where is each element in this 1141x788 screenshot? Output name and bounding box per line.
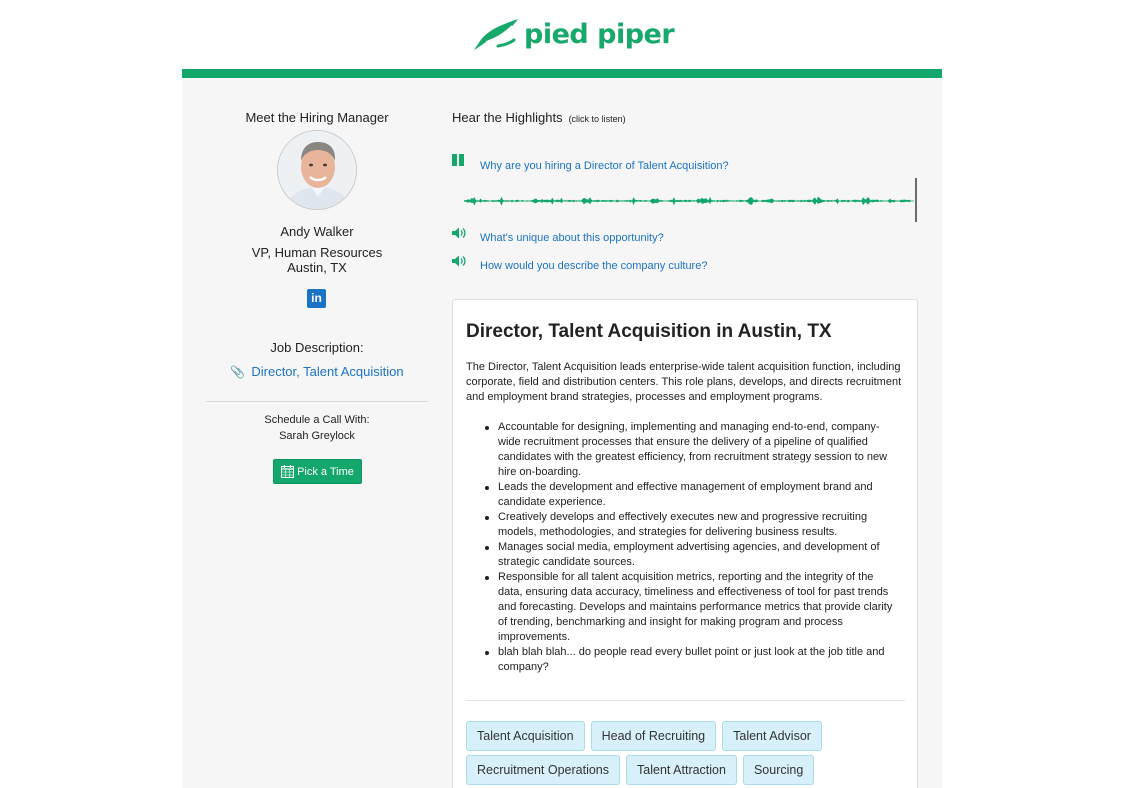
- hiring-manager-name: Andy Walker: [280, 224, 354, 239]
- pied-piper-logo[interactable]: [472, 14, 674, 54]
- highlight-question-2[interactable]: [452, 230, 664, 245]
- job-card: [452, 299, 918, 788]
- hiring-manager-location: Austin, TX: [287, 260, 347, 275]
- skill-tag[interactable]: Head of Recruiting: [591, 721, 717, 751]
- highlight-question-3[interactable]: [452, 258, 707, 273]
- job-intro: The Director, Talent Acquisition leads enterprise-wide talent acquisition function, including corporate, field and distribution centers. This role plans, develops, and directs recruitment and employment brand strategies, processes and employment programs.: [466, 361, 902, 403]
- hiring-manager-avatar: [277, 130, 357, 210]
- schedule-heading: Schedule a Call With:: [264, 414, 370, 426]
- logo-text: pied piper: [524, 18, 675, 50]
- job-description-heading: Job Description:: [270, 340, 364, 355]
- audio-waveform[interactable]: [464, 178, 918, 224]
- list-item: Responsible for all talent acquisition metrics, reporting and the integrity of the data, ensuring data accuracy, timeliness and effectiveness of tool for past trends and forecasting. Develops and maintains performance metrics that provide clarity of trending, benchmarking and insight for making program and process improvements.: [484, 570, 900, 645]
- main-content: [182, 78, 942, 788]
- header-accent-bar: [182, 69, 942, 78]
- skill-tag[interactable]: Sourcing: [743, 755, 814, 785]
- job-title: Director, Talent Acquisition in Austin, TX: [466, 321, 832, 342]
- card-divider: [466, 700, 905, 701]
- skill-tag[interactable]: Talent Advisor: [722, 721, 822, 751]
- pick-a-time-label: Pick a Time: [297, 465, 354, 478]
- list-item: Leads the development and effective management of employment brand and candidate experience.: [484, 480, 900, 510]
- hiring-manager-title: VP, Human Resources: [251, 245, 383, 260]
- highlight-question-1[interactable]: [452, 158, 729, 174]
- list-item: Creatively develops and effectively executes new and progressive recruiting models, methodologies, and strategies for delivering business results.: [484, 510, 900, 540]
- highlights-hint: (click to listen): [568, 114, 626, 124]
- highlights-heading-text: Hear the Highlights: [452, 110, 563, 125]
- paperclip-icon: 📎: [230, 365, 246, 379]
- list-item: Manages social media, employment advertising agencies, and development of strategic candidate sources.: [484, 540, 900, 570]
- list-item: blah blah blah... do people read every bullet point or just look at the job title and company?: [484, 645, 900, 675]
- linkedin-icon[interactable]: in: [307, 289, 326, 308]
- job-responsibilities: [484, 420, 900, 675]
- skill-tag[interactable]: Recruitment Operations: [466, 755, 620, 785]
- speaker-icon[interactable]: [452, 227, 466, 239]
- highlight-question-3-label: How would you describe the company culture?: [480, 259, 708, 272]
- highlight-question-2-label: What's unique about this opportunity?: [480, 231, 664, 244]
- job-description-link[interactable]: [206, 364, 428, 379]
- job-description-link-label: Director, Talent Acquisition: [251, 364, 404, 379]
- highlights-heading: [452, 110, 626, 125]
- hiring-manager-heading: Meet the Hiring Manager: [245, 110, 389, 125]
- calendar-icon: [281, 465, 294, 478]
- pied-piper-leaf-icon: [472, 16, 520, 52]
- speaker-icon[interactable]: [452, 255, 466, 267]
- sidebar-divider: [206, 401, 428, 402]
- schedule-contact-name: Sarah Greylock: [279, 430, 355, 442]
- list-item: Accountable for designing, implementing and managing end-to-end, company-wide recruitment processes that ensure the delivery of a pipeline of qualified candidates with the greatest efficiency, from recruitment strategy session to new hire on-boarding.: [484, 420, 900, 480]
- skill-tags: [466, 721, 911, 785]
- highlight-question-1-label: Why are you hiring a Director of Talent Acquisition?: [480, 160, 729, 172]
- skill-tag[interactable]: Talent Acquisition: [466, 721, 585, 751]
- pick-a-time-button[interactable]: [273, 459, 362, 484]
- pause-icon[interactable]: [452, 154, 465, 167]
- skill-tag[interactable]: Talent Attraction: [626, 755, 737, 785]
